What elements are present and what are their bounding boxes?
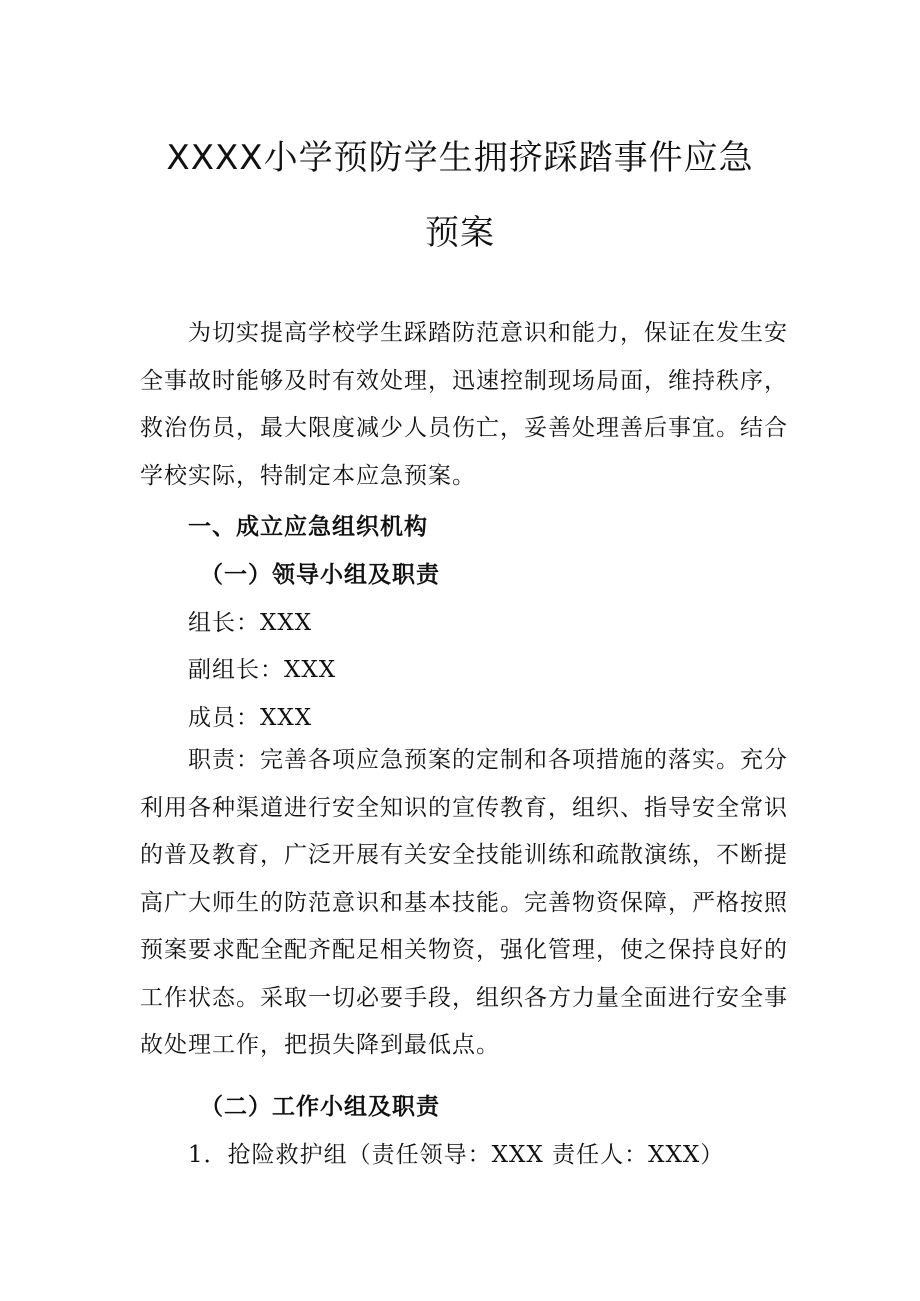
leader-line: 组长：XXX <box>188 610 313 636</box>
document-title-line1: XXXX小学预防学生拥挤踩踏事件应急 <box>166 138 754 178</box>
section1-heading: 一、成立应急组织机构 <box>188 514 428 540</box>
document-title-line2: 预案 <box>425 213 495 253</box>
duties-text: 职责：完善各项应急预案的定制和各项措施的落实。充分利用各种渠道进行安全知识的宣传教育，组织、指导安全常识的普及教育，广泛开展有关安全技能训练和疏散演练，不断提高广大师生的防范意识和基本技能。完善物资保障，严格按照预案要求配全配齐配足相关物资，强化管理，使之保持良好的工作状态。采取一切必要手段，组织各方力量全面进行安全事故处理工作，把损失降到最低点。 <box>140 747 788 1058</box>
sub2-heading: （二）工作小组及职责 <box>200 1094 440 1120</box>
intro-text: 为切实提高学校学生踩踏防范意识和能力，保证在发生安全事故时能够及时有效处理，迅速控制现场局面，维持秩序，救治伤员，最大限度减少人员伤亡，妥善处理善后事宜。结合学校实际，特制定本应急预案。 <box>140 320 788 489</box>
duties-paragraph <box>140 737 788 1070</box>
item1-line: 1．抢险救护组（责任领导：XXX 责任人：XXX） <box>188 1142 725 1168</box>
intro-paragraph <box>140 310 788 500</box>
sub1-heading: （一）领导小组及职责 <box>200 562 440 588</box>
members-line: 成员：XXX <box>188 705 313 731</box>
deputy-leader-line: 副组长：XXX <box>188 657 337 683</box>
